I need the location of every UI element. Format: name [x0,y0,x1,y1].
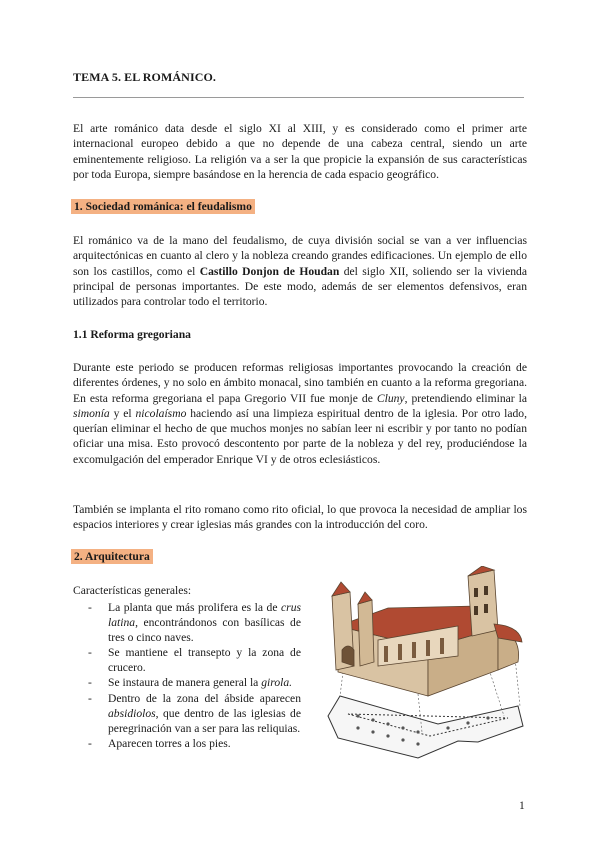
crus-latina-term: crus latina [108,601,301,630]
list-dash: - [88,691,92,705]
list-item [88,691,301,736]
feudalismo-paragraph [73,233,527,309]
feudalismo-text-2: del siglo XII, soliendo ser la vivienda principal de personas importantes. De este modo, además de ser elementos defensivos, eran utilizados para controlar todo el territorio. [73,264,527,309]
list-item-text: La planta que más prolifera es la de [108,601,282,614]
castle-name: Castillo Donjon de Houdan [199,264,340,278]
title-divider [73,97,524,98]
reforma-text-1: Durante este periodo se producen reformas religiosas importantes provocando la creación de diferentes órdenes, y no solo en ámbito monacal, sino también en cuanto a la reforma gregoriana. En esta reforma gregoriana el papa Gregorio VII fue monje de [73,361,527,405]
list-item-text: Se mantiene el transepto y la zona de crucero. [108,646,301,675]
rito-paragraph: También se implanta el rito romano como rito oficial, lo que provoca la necesidad de ampliar los espacios interiores y crear iglesias más grandes con la introducción del coro. [73,503,527,532]
cluny-term: Cluny [376,391,405,405]
simonia-term: simonía [73,406,110,420]
list-dash: - [88,601,92,614]
floor-plan [328,696,523,758]
list-item-text: Aparecen torres a los pies. [108,736,231,750]
list-dash: - [88,646,92,660]
romanesque-church-cutaway-illustration [318,566,528,766]
feudalismo-text-1: El románico va de la mano del feudalismo, de cuya división social se van a ver influencias arquitectónicas en cuanto al clero y la nobleza creando grandes edificaciones. Un ejemplo de ello son los castillos, como el [73,234,527,278]
absidiolos-term: absidiolos [108,706,156,720]
list-item-text: Se instaura de manera general la [108,676,262,690]
nicolaismo-term: nicolaísmo [135,406,187,420]
section-heading-reforma: 1.1 Reforma gregoriana [73,328,191,341]
list-item-text: , encontrándonos con basílicas de tres o cinco naves. [108,616,301,645]
section-heading-arquitectura: 2. Arquitectura [71,549,153,564]
reforma-text-4: haciendo así una limpieza espiritual dentro de la iglesia. Por otro lado, querían eliminar el hecho de que muchos monjes no sabían leer ni escribir y por tanto no podían oficiar una misa. Esto provocó descontento por parte de la nobleza y del rey, produciéndose la excomulgación del emperador Enrique VI y de otros eclesiásticos. [73,406,527,466]
reforma-paragraph [73,360,527,467]
list-intro: Características generales: [73,584,192,597]
reforma-text-3: y el [109,406,136,420]
list-item-text: Dentro de la zona del ábside aparecen [108,691,301,705]
page-title: TEMA 5. EL ROMÁNICO. [73,70,217,84]
list-item [88,600,301,645]
list-item [88,736,301,751]
reforma-text-2: , pretendiendo eliminar la [404,391,527,405]
intro-paragraph: El arte románico data desde el siglo XI al XIII, y es considerado como el primer arte internacional europeo debido a que no depende de una cabeza central, siendo un arte eminentemente religioso. La religión va a ser la que propicie la expansión de sus características por toda Europa, siempre basándose en la herencia de cada espacio geográfico. [73,122,527,181]
page-number: 1 [519,799,525,812]
list-item [88,675,301,690]
features-list [88,600,301,751]
list-dash: - [88,676,92,690]
church-cutaway [332,566,522,696]
list-item-text: , que dentro de las iglesias de peregrinación van a ser para las reliquias. [108,706,301,735]
list-dash: - [88,736,92,750]
list-item [88,645,301,675]
section-heading-feudalismo: 1. Sociedad románica: el feudalismo [71,199,255,214]
girola-term: girola. [261,676,293,690]
